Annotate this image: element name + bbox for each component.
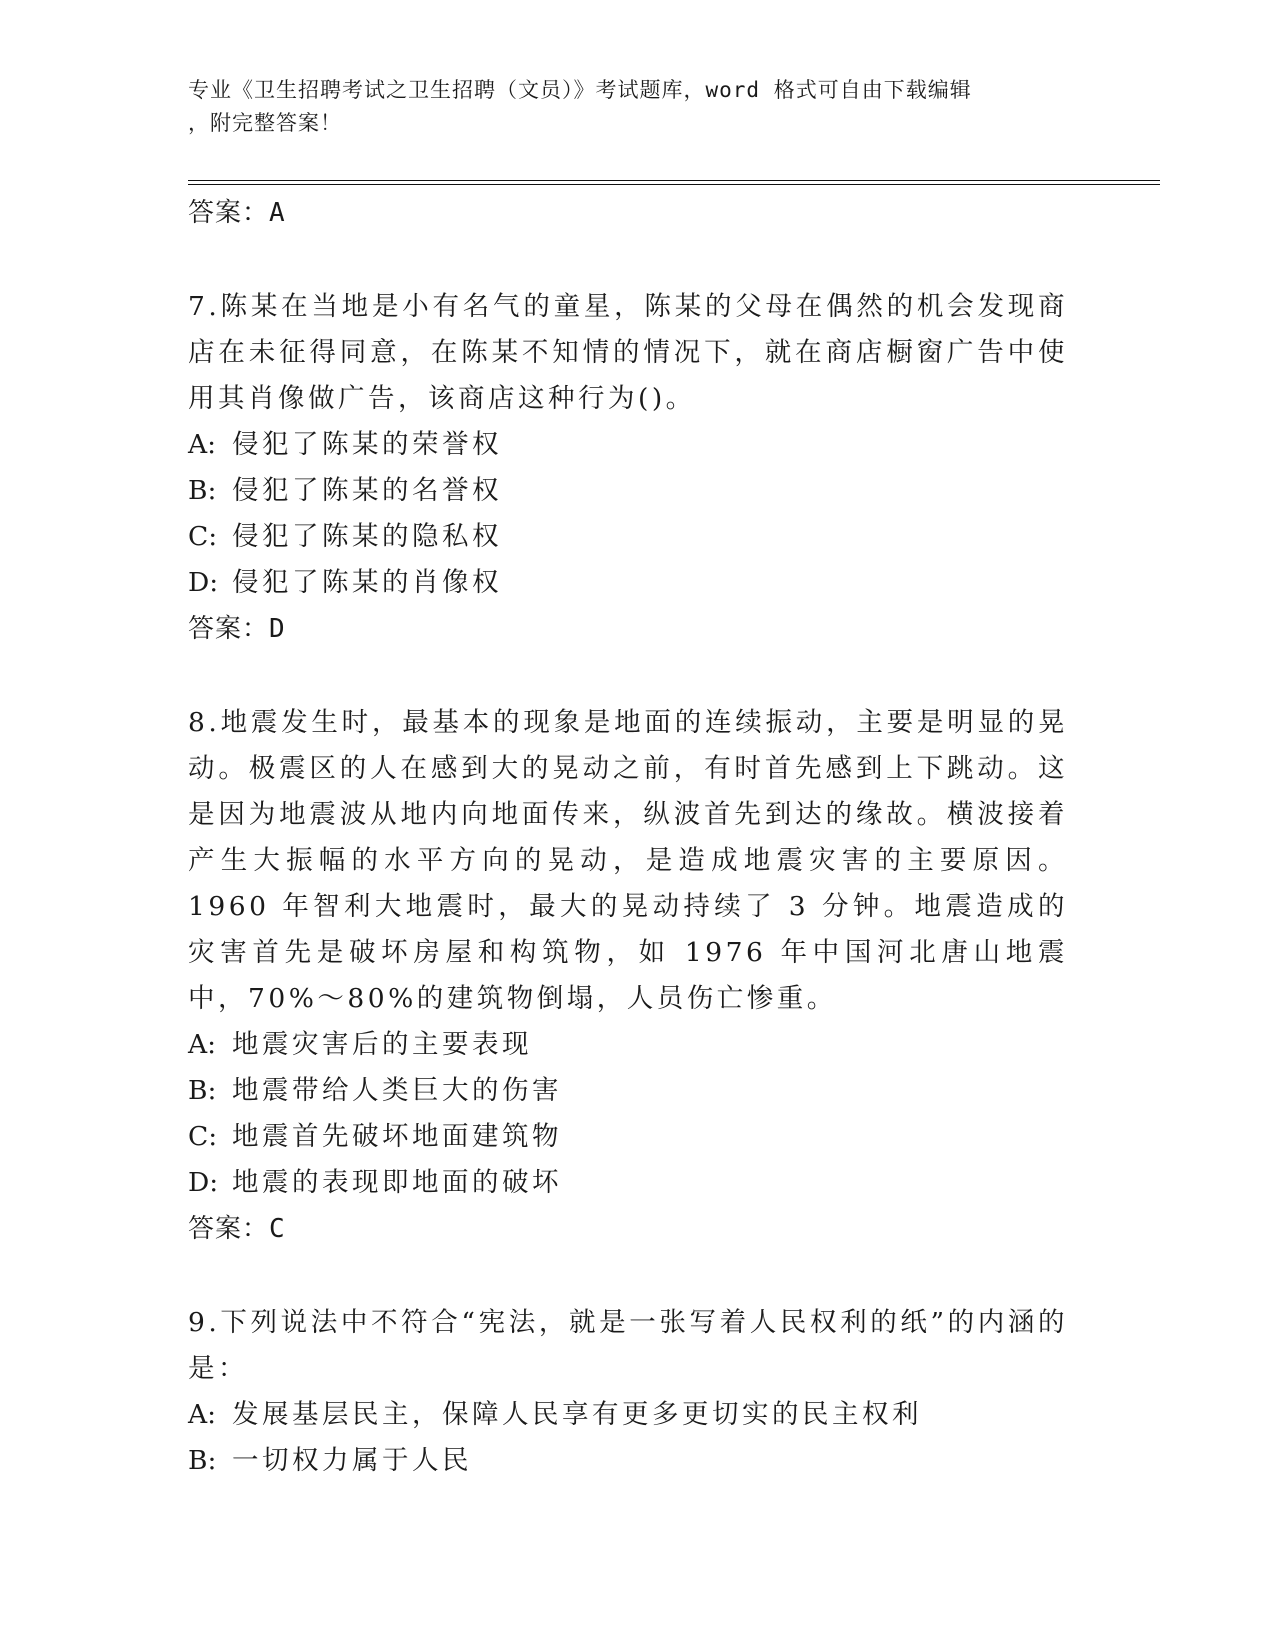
option-text: 地震带给人类巨大的伤害 (232, 1075, 562, 1106)
option-d (188, 560, 1068, 606)
option-letter: B: (188, 1075, 217, 1106)
option-c (188, 1114, 1068, 1160)
answer-label: 答案： (188, 1214, 270, 1244)
question-stem (188, 284, 1068, 422)
option-text: 发展基层民主，保障人民享有更多更切实的民主权利 (232, 1399, 922, 1430)
answer-line (188, 606, 1068, 652)
option-letter: C: (188, 521, 218, 552)
option-a (188, 422, 1068, 468)
option-text: 地震首先破坏地面建筑物 (232, 1121, 562, 1152)
option-b (188, 468, 1068, 514)
header-line-1: 专业《卫生招聘考试之卫生招聘（文员）》考试题库，word 格式可自由下载编辑 (188, 78, 972, 102)
document-header (188, 74, 1068, 140)
answer-value: D (269, 614, 286, 644)
question-stem (188, 700, 1068, 1022)
option-b (188, 1438, 1068, 1484)
header-divider-top (188, 180, 1160, 181)
header-line-2: ，附完整答案！ (188, 111, 342, 135)
question-number: 8. (188, 707, 221, 738)
question-9 (188, 1300, 1068, 1484)
question-text: 陈某在当地是小有名气的童星，陈某的父母在偶然的机会发现商店在未征得同意，在陈某不知情的情况下，就在商店橱窗广告中使用其肖像做广告，该商店这种行为()。 (188, 291, 1068, 414)
option-letter: D: (188, 1167, 219, 1198)
option-a (188, 1022, 1068, 1068)
option-text: 地震的表现即地面的破坏 (232, 1167, 562, 1198)
question-number: 9. (188, 1307, 221, 1338)
question-number: 7. (188, 291, 221, 322)
option-text: 侵犯了陈某的荣誉权 (232, 429, 502, 460)
option-c (188, 514, 1068, 560)
question-8 (188, 700, 1068, 1252)
question-text: 下列说法中不符合“宪法，就是一张写着人民权利的纸”的内涵的是： (188, 1307, 1068, 1384)
answer-value: A (269, 198, 286, 228)
answer-line (188, 190, 1068, 236)
option-text: 侵犯了陈某的肖像权 (232, 567, 502, 598)
option-letter: A: (188, 1399, 217, 1430)
option-d (188, 1160, 1068, 1206)
question-text: 地震发生时，最基本的现象是地面的连续振动，主要是明显的晃动。极震区的人在感到大的晃动之前，有时首先感到上下跳动。这是因为地震波从地内向地面传来，纵波首先到达的缘故。横波接着产生大振幅的水平方向的晃动，是造成地震灾害的主要原因。1960 年智利大地震时，最大的晃动持续了 3 分钟。地震造成的灾害首先是破坏房屋和构筑物，如 1976 年中国河北唐山地震中，70%～80%的建筑物倒塌，人员伤亡惨重。 (188, 707, 1068, 1014)
option-a (188, 1392, 1068, 1438)
option-text: 侵犯了陈某的隐私权 (232, 521, 502, 552)
option-text: 地震灾害后的主要表现 (232, 1029, 532, 1060)
option-b (188, 1068, 1068, 1114)
answer-line (188, 1206, 1068, 1252)
option-letter: B: (188, 1445, 217, 1476)
option-letter: D: (188, 567, 219, 598)
header-divider-bottom (188, 184, 1160, 185)
option-letter: A: (188, 429, 217, 460)
question-7 (188, 284, 1068, 652)
question-list (188, 190, 1068, 1484)
option-letter: A: (188, 1029, 217, 1060)
option-letter: B: (188, 475, 217, 506)
answer-value: C (269, 1214, 286, 1244)
option-text: 侵犯了陈某的名誉权 (232, 475, 502, 506)
option-text: 一切权力属于人民 (232, 1445, 472, 1476)
answer-label: 答案： (188, 198, 270, 228)
answer-label: 答案： (188, 614, 270, 644)
option-letter: C: (188, 1121, 218, 1152)
question-stem (188, 1300, 1068, 1392)
